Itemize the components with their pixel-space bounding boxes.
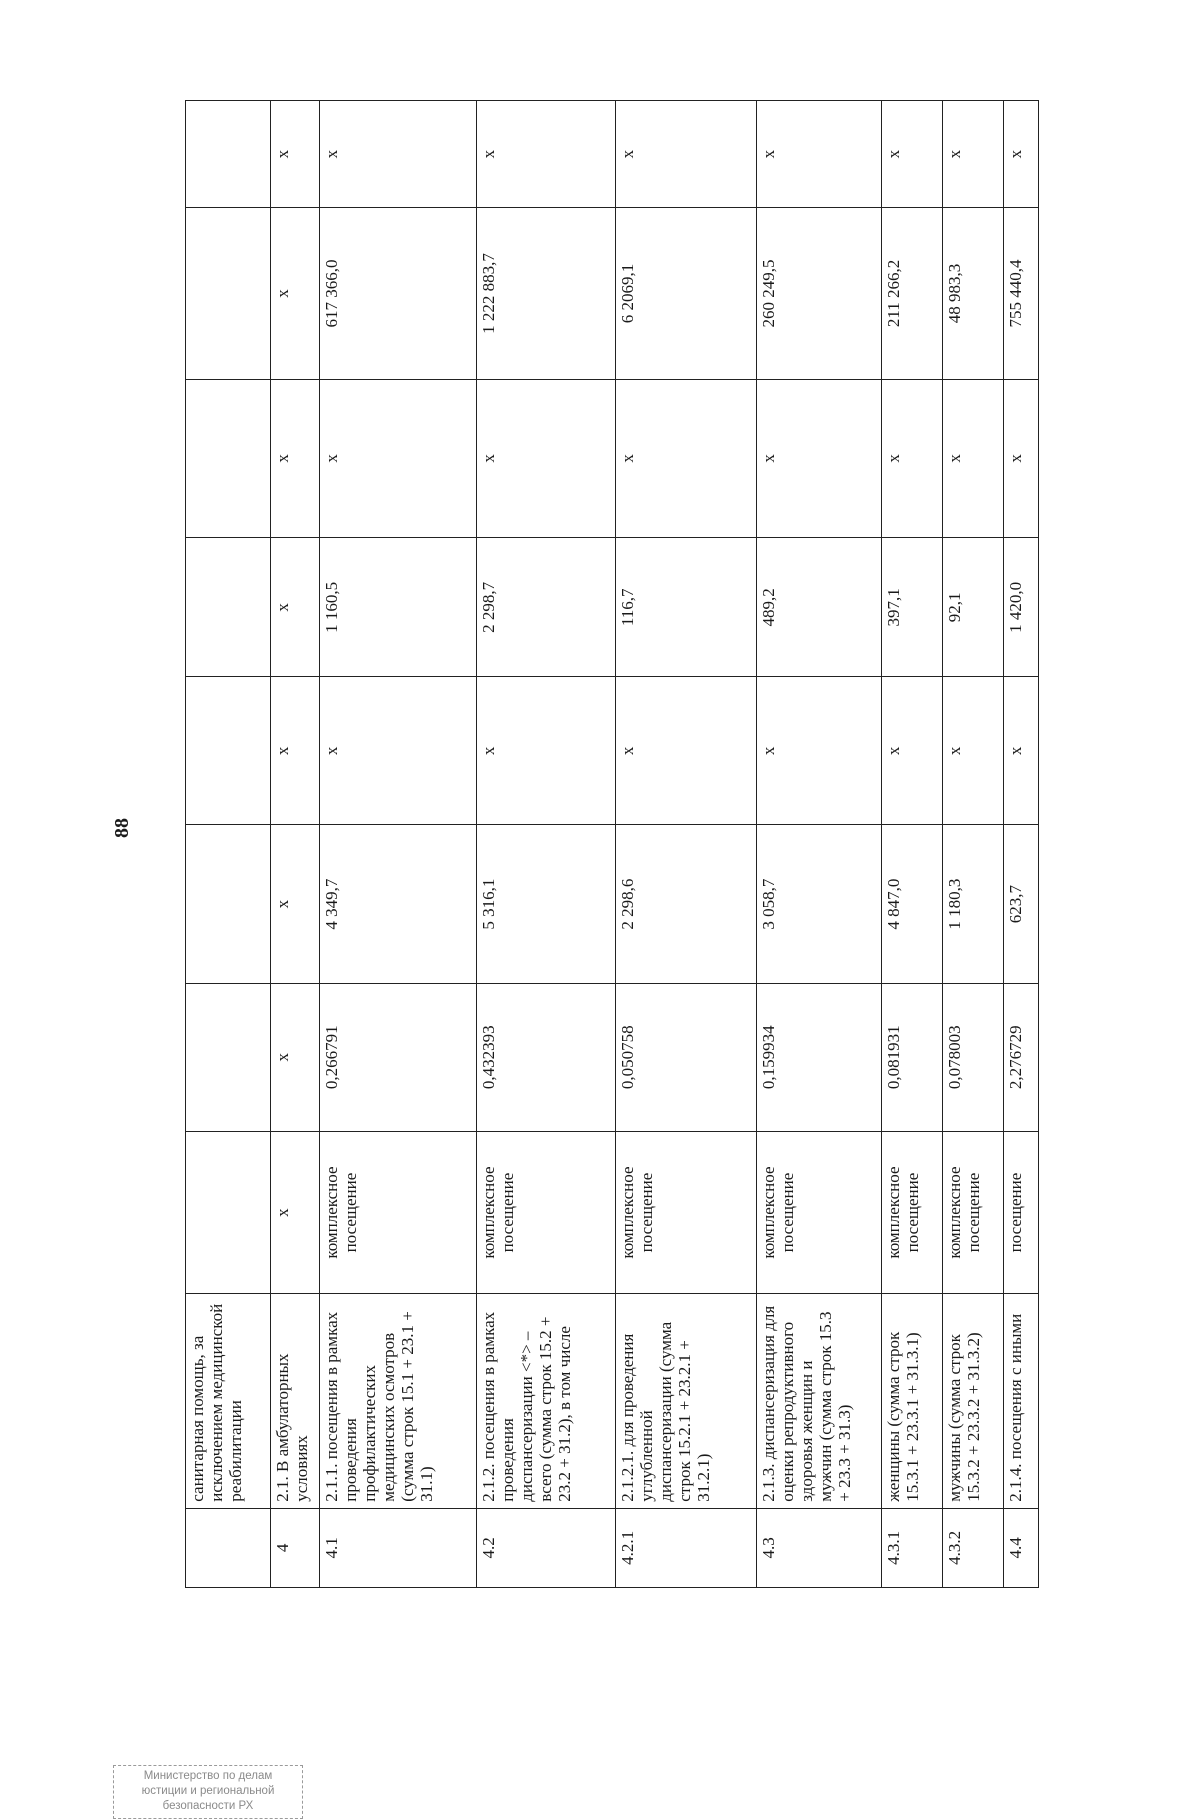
table-row bbox=[616, 101, 757, 1588]
table-cell-v1: 2,276729 bbox=[1004, 983, 1039, 1131]
table-cell-name: 2.1.4. посещения с иными bbox=[1004, 1294, 1039, 1508]
table-cell-v4: 1 160,5 bbox=[320, 538, 477, 677]
table-cell-v1: 0,432393 bbox=[477, 983, 616, 1131]
table-cell-v7: х bbox=[882, 101, 943, 208]
table-cell-num bbox=[186, 1508, 271, 1587]
table-cell-v5: х bbox=[477, 379, 616, 538]
table-cell-v1: 0,050758 bbox=[616, 983, 757, 1131]
table-cell-v1: 0,159934 bbox=[757, 983, 882, 1131]
table-cell-v7: х bbox=[477, 101, 616, 208]
table-cell-v3: х bbox=[882, 677, 943, 825]
table-cell-v3: х bbox=[757, 677, 882, 825]
table-row bbox=[757, 101, 882, 1588]
table-cell-v6: 211 266,2 bbox=[882, 208, 943, 379]
table-cell-v3: х bbox=[477, 677, 616, 825]
table-cell-name: 2.1.3. диспансеризация для оценки репродуктивного здоровья женщин и мужчин (сумма строк 15.3 + 23.3 + 31.3) bbox=[757, 1294, 882, 1508]
table-cell-v6: 755 440,4 bbox=[1004, 208, 1039, 379]
table-cell-v6: 1 222 883,7 bbox=[477, 208, 616, 379]
table-cell-num: 4 bbox=[271, 1508, 320, 1587]
table-cell-v1: 0,078003 bbox=[943, 983, 1004, 1131]
table-cell-v4 bbox=[186, 538, 271, 677]
table-cell-v7: х bbox=[320, 101, 477, 208]
table-cell-v4: 92,1 bbox=[943, 538, 1004, 677]
table-cell-v2: 2 298,6 bbox=[616, 825, 757, 984]
table-cell-v5: х bbox=[616, 379, 757, 538]
table-cell-v3: х bbox=[943, 677, 1004, 825]
table-cell-v3: х bbox=[320, 677, 477, 825]
data-table bbox=[185, 100, 1039, 1588]
table-cell-num: 4.2 bbox=[477, 1508, 616, 1587]
table-cell-name: санитарная помощь, за исключением медицинской реабилитации bbox=[186, 1294, 271, 1508]
table-cell-name: мужчины (сумма строк 15.3.2 + 23.3.2 + 31.3.2) bbox=[943, 1294, 1004, 1508]
table-row bbox=[320, 101, 477, 1588]
table-cell-num: 4.1 bbox=[320, 1508, 477, 1587]
stamp-line: безопасности РХ bbox=[162, 1800, 254, 1812]
table-cell-v6: 6 2069,1 bbox=[616, 208, 757, 379]
table-cell-unit: комплексное посещение bbox=[882, 1131, 943, 1294]
stamp-line: юстиции и региональной bbox=[141, 1785, 275, 1797]
registration-stamp bbox=[113, 1765, 303, 1819]
table-cell-unit: комплексное посещение bbox=[757, 1131, 882, 1294]
table-row bbox=[477, 101, 616, 1588]
table-cell-v6 bbox=[186, 208, 271, 379]
table-row bbox=[271, 101, 320, 1588]
page-number: 88 bbox=[111, 818, 133, 838]
table-cell-v2: 3 058,7 bbox=[757, 825, 882, 984]
table-cell-v6: 617 366,0 bbox=[320, 208, 477, 379]
table-cell-unit: комплексное посещение bbox=[943, 1131, 1004, 1294]
table-cell-v7 bbox=[186, 101, 271, 208]
table-cell-v7: х bbox=[271, 101, 320, 208]
table-cell-num: 4.2.1 bbox=[616, 1508, 757, 1587]
table-cell-v2: х bbox=[271, 825, 320, 984]
table-cell-unit: посещение bbox=[1004, 1131, 1039, 1294]
table-cell-v5: х bbox=[943, 379, 1004, 538]
table-cell-v2: 623,7 bbox=[1004, 825, 1039, 984]
table-cell-v3: х bbox=[1004, 677, 1039, 825]
table-cell-v1 bbox=[186, 983, 271, 1131]
table-cell-v1: х bbox=[271, 983, 320, 1131]
table-row bbox=[1004, 101, 1039, 1588]
table-cell-v6: х bbox=[271, 208, 320, 379]
table-cell-v2: 4 349,7 bbox=[320, 825, 477, 984]
table-cell-v1: 0,081931 bbox=[882, 983, 943, 1131]
table-cell-unit: комплексное посещение bbox=[320, 1131, 477, 1294]
table-cell-unit: комплексное посещение bbox=[477, 1131, 616, 1294]
table-cell-num: 4.3.2 bbox=[943, 1508, 1004, 1587]
table-row bbox=[943, 101, 1004, 1588]
stamp-line: Министерство по делам bbox=[143, 1770, 273, 1782]
table-row bbox=[882, 101, 943, 1588]
table-cell-num: 4.3 bbox=[757, 1508, 882, 1587]
table-cell-v3: х bbox=[271, 677, 320, 825]
table-cell-v1: 0,266791 bbox=[320, 983, 477, 1131]
table-cell-v4: 397,1 bbox=[882, 538, 943, 677]
table-cell-v4: 116,7 bbox=[616, 538, 757, 677]
table-cell-v5: х bbox=[757, 379, 882, 538]
table-cell-v4: 489,2 bbox=[757, 538, 882, 677]
table-cell-name: 2.1.2.1. для проведения углубленной диспансеризации (сумма строк 15.2.1 + 23.2.1 + 31.2.1) bbox=[616, 1294, 757, 1508]
table-cell-v7: х bbox=[616, 101, 757, 208]
table-row bbox=[186, 101, 271, 1588]
table-cell-num: 4.3.1 bbox=[882, 1508, 943, 1587]
table-cell-v4: 1 420,0 bbox=[1004, 538, 1039, 677]
table-cell-name: 2.1. В амбулаторных условиях bbox=[271, 1294, 320, 1508]
data-table-rotated bbox=[185, 100, 1025, 1588]
table-cell-v5: х bbox=[320, 379, 477, 538]
table-cell-v4: х bbox=[271, 538, 320, 677]
table-cell-v5 bbox=[186, 379, 271, 538]
table-cell-v2: 4 847,0 bbox=[882, 825, 943, 984]
table-cell-v3: х bbox=[616, 677, 757, 825]
table-cell-v5: х bbox=[1004, 379, 1039, 538]
table-cell-v7: х bbox=[1004, 101, 1039, 208]
table-cell-v6: 48 983,3 bbox=[943, 208, 1004, 379]
table-cell-name: 2.1.2. посещения в рамках проведения диспансеризации <*> – всего (сумма строк 15.2 + 23.2 + 31.2), в том числе bbox=[477, 1294, 616, 1508]
table-cell-v2 bbox=[186, 825, 271, 984]
table-cell-v5: х bbox=[882, 379, 943, 538]
table-cell-v6: 260 249,5 bbox=[757, 208, 882, 379]
table-cell-v5: х bbox=[271, 379, 320, 538]
table-cell-v7: х bbox=[943, 101, 1004, 208]
table-cell-v4: 2 298,7 bbox=[477, 538, 616, 677]
table-cell-v7: х bbox=[757, 101, 882, 208]
table-cell-v3 bbox=[186, 677, 271, 825]
table-cell-name: женщины (сумма строк 15.3.1 + 23.3.1 + 31.3.1) bbox=[882, 1294, 943, 1508]
table-cell-num: 4.4 bbox=[1004, 1508, 1039, 1587]
table-cell-unit bbox=[186, 1131, 271, 1294]
table-cell-name: 2.1.1. посещения в рамках проведения профилактических медицинских осмотров (сумма строк 15.1 + 23.1 + 31.1) bbox=[320, 1294, 477, 1508]
table-cell-unit: комплексное посещение bbox=[616, 1131, 757, 1294]
table-cell-unit: х bbox=[271, 1131, 320, 1294]
table-cell-v2: 5 316,1 bbox=[477, 825, 616, 984]
table-cell-v2: 1 180,3 bbox=[943, 825, 1004, 984]
